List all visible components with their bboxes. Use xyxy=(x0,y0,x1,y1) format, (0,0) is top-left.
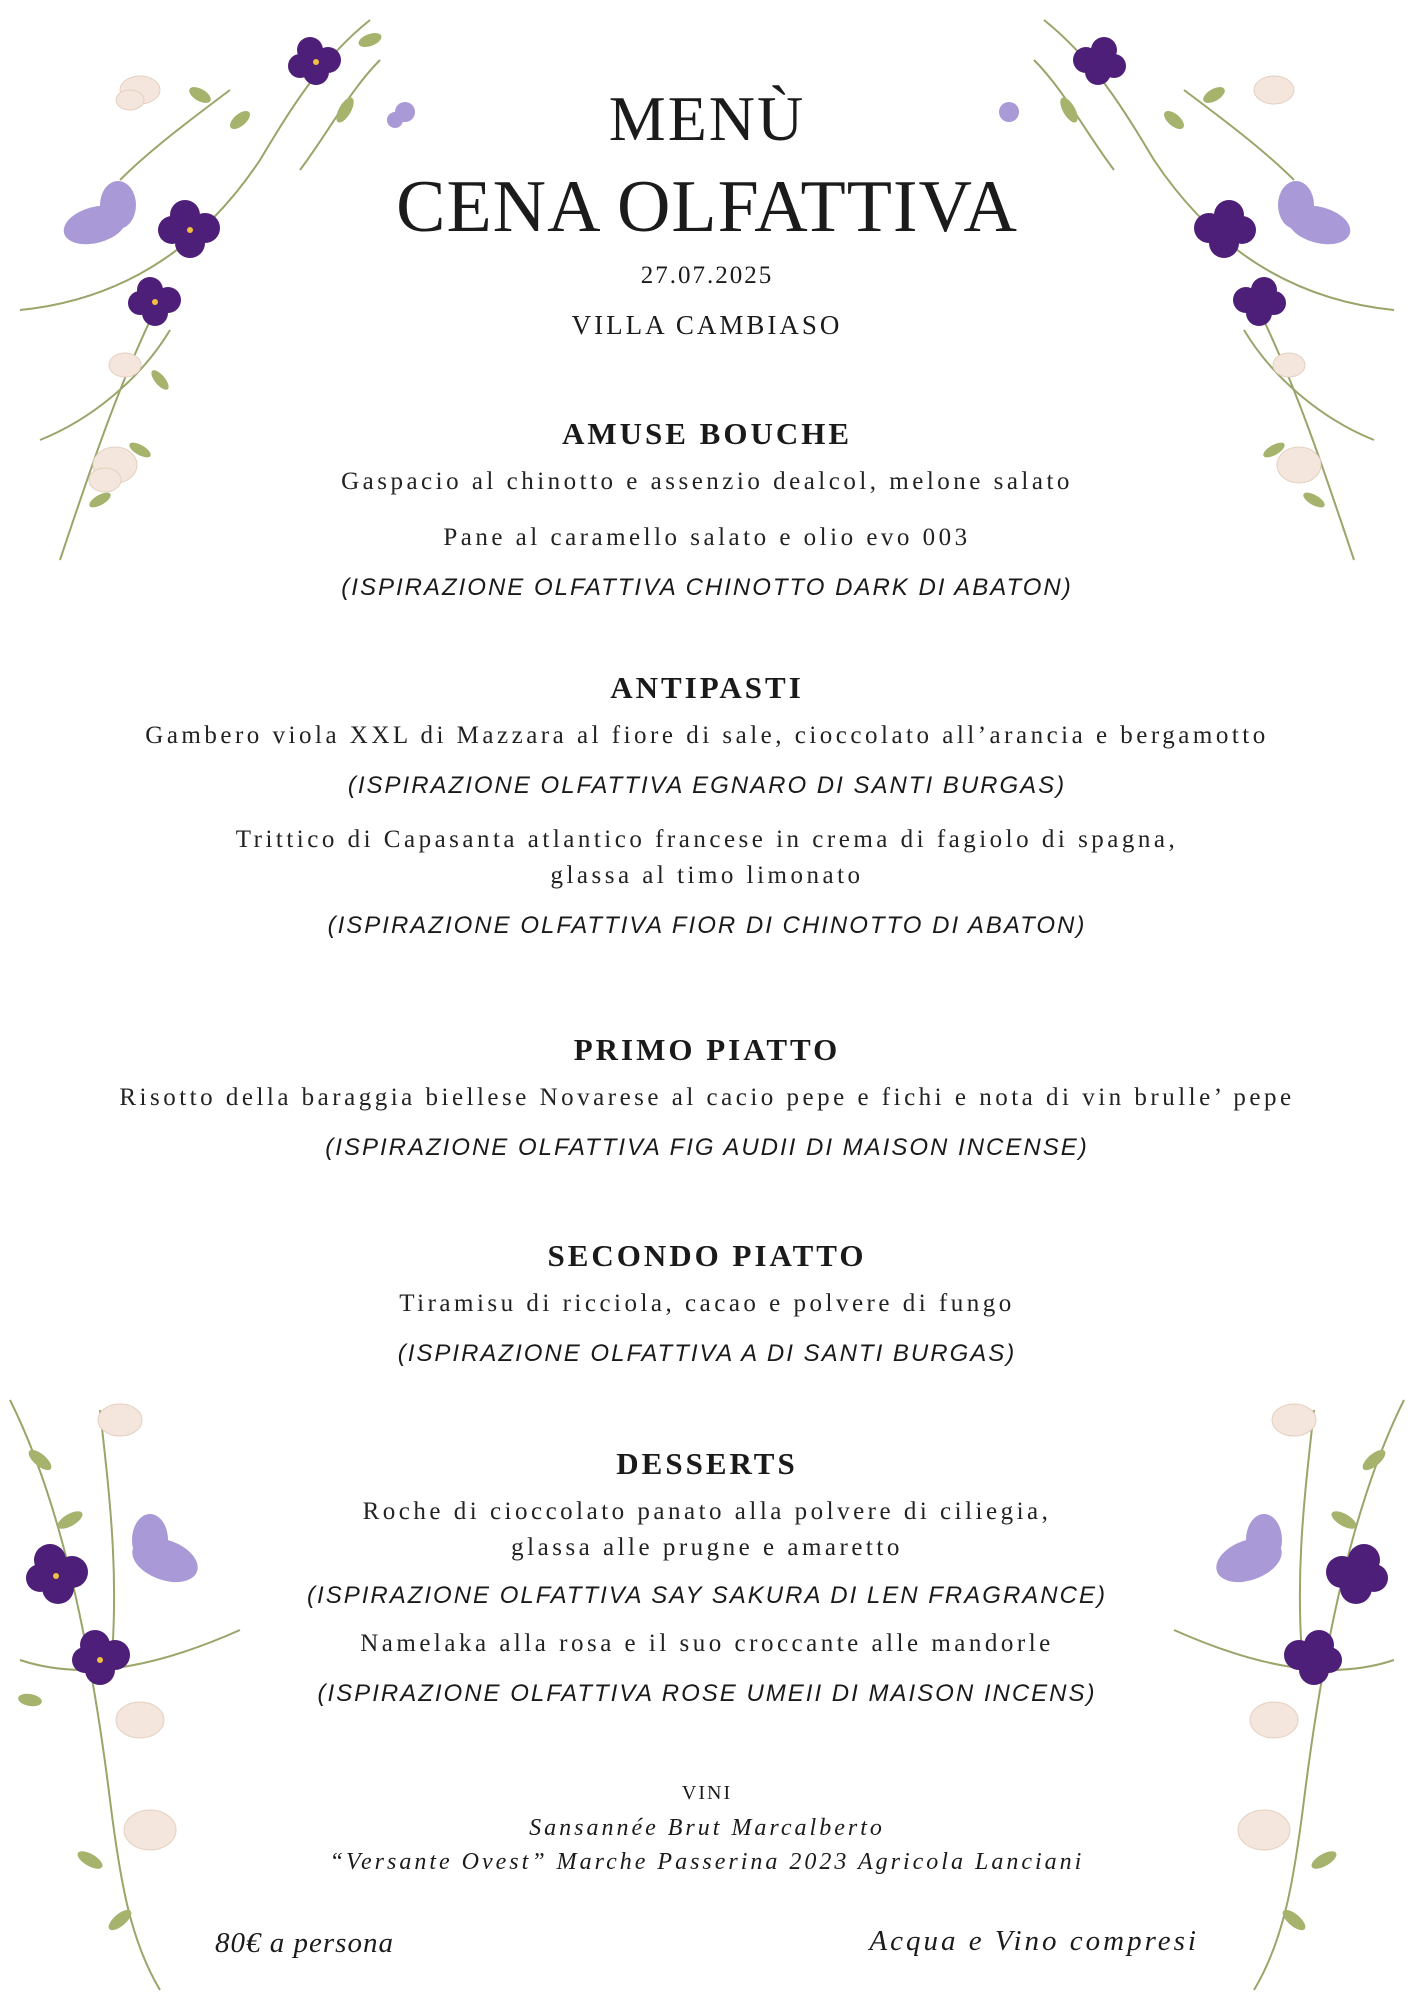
wines-title: VINI xyxy=(681,1782,733,1804)
dish: Risotto della baraggia biellese Novarese al cacio pepe e fichi e nota di vin brulle’ pepe xyxy=(119,1084,1295,1111)
olfactory-inspiration: (ISPIRAZIONE OLFATTIVA FIG AUDII DI MAISON INCENSE) xyxy=(325,1134,1089,1161)
drinks-included-note: Acqua e Vino compresi xyxy=(869,1925,1199,1957)
dish-continued: glassa alle prugne e amaretto xyxy=(511,1534,903,1561)
dish: Roche di cioccolato panato alla polvere di ciliegia, xyxy=(362,1498,1052,1525)
section-title: AMUSE BOUCHE xyxy=(561,416,853,451)
section-title: DESSERTS xyxy=(616,1446,798,1481)
section-title: SECONDO PIATTO xyxy=(547,1238,867,1273)
olfactory-inspiration: (ISPIRAZIONE OLFATTIVA SAY SAKURA DI LEN FRAGRANCE) xyxy=(307,1582,1107,1609)
section-amuse-bouche xyxy=(0,416,1414,602)
olfactory-inspiration: (ISPIRAZIONE OLFATTIVA CHINOTTO DARK DI ABATON) xyxy=(341,574,1073,601)
section-primo-piatto xyxy=(0,1032,1414,1162)
dish: Trittico di Capasanta atlantico francese in crema di fagiolo di spagna, xyxy=(235,826,1179,853)
dish: Namelaka alla rosa e il suo croccante alle mandorle xyxy=(360,1630,1054,1657)
olfactory-inspiration: (ISPIRAZIONE OLFATTIVA A DI SANTI BURGAS) xyxy=(397,1340,1017,1367)
dish: Pane al caramello salato e olio evo 003 xyxy=(443,524,971,551)
olfactory-inspiration: (ISPIRAZIONE OLFATTIVA FIOR DI CHINOTTO DI ABATON) xyxy=(327,912,1087,939)
section-title: PRIMO PIATTO xyxy=(573,1032,841,1067)
section-antipasti xyxy=(0,670,1414,940)
dish: Gambero viola XXL di Mazzara al fiore di sale, cioccolato all’arancia e bergamotto xyxy=(145,722,1269,749)
wines-section xyxy=(0,1782,1414,1879)
event-date: 27.07.2025 xyxy=(640,262,774,289)
dish: Gaspacio al chinotto e assenzio dealcol, melone salato xyxy=(341,468,1073,495)
olfactory-inspiration: (ISPIRAZIONE OLFATTIVA ROSE UMEII DI MAISON INCENS) xyxy=(317,1680,1097,1707)
menu-title: MENÙ xyxy=(608,83,806,154)
dish: Tiramisu di ricciola, cacao e polvere di fungo xyxy=(399,1290,1015,1317)
section-secondo-piatto xyxy=(0,1238,1414,1368)
price-per-person: 80€ a persona xyxy=(215,1927,394,1959)
wine-item: “Versante Ovest” Marche Passerina 2023 Agricola Lanciani xyxy=(329,1849,1085,1875)
dish-continued: glassa al timo limonato xyxy=(550,862,864,889)
section-desserts xyxy=(0,1446,1414,1708)
wine-item: Sansannée Brut Marcalberto xyxy=(529,1815,885,1841)
section-title: ANTIPASTI xyxy=(610,670,804,705)
event-title: CENA OLFATTIVA xyxy=(396,166,1018,248)
olfactory-inspiration: (ISPIRAZIONE OLFATTIVA EGNARO DI SANTI BURGAS) xyxy=(347,772,1067,799)
event-venue: VILLA CAMBIASO xyxy=(571,310,843,340)
